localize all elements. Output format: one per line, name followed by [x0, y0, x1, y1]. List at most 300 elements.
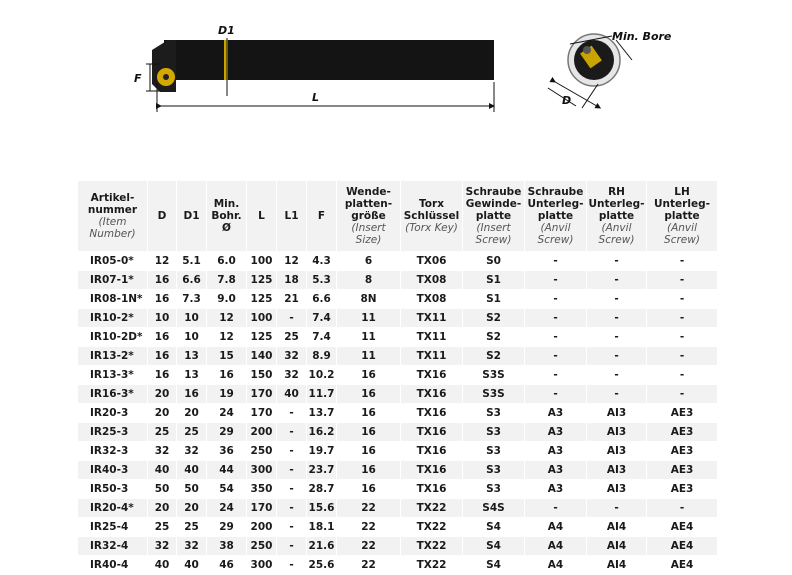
- item-number-cell: IR20-3: [78, 404, 148, 423]
- table-cell: 16: [337, 423, 401, 442]
- table-cell: AI3: [587, 480, 647, 499]
- table-cell: 32: [148, 442, 177, 461]
- item-number-cell: IR05-0*: [78, 252, 148, 271]
- column-header-translation: (Item: [98, 216, 127, 228]
- item-number-cell: IR50-3: [78, 480, 148, 499]
- table-cell: TX16: [401, 461, 463, 480]
- table-cell: 250: [247, 442, 277, 461]
- table-cell: 25: [177, 518, 207, 537]
- item-number-cell: IR16-3*: [78, 385, 148, 404]
- column-header-text: Unterleg-: [654, 198, 710, 210]
- table-cell: AE3: [647, 480, 718, 499]
- table-cell: TX22: [401, 518, 463, 537]
- table-cell: -: [525, 252, 587, 271]
- table-cell: -: [587, 290, 647, 309]
- table-cell: 12: [207, 328, 247, 347]
- table-cell: 50: [148, 480, 177, 499]
- table-cell: TX22: [401, 499, 463, 518]
- table-cell: 44: [207, 461, 247, 480]
- column-header-translation: (Insert: [351, 222, 386, 234]
- table-cell: 22: [337, 518, 401, 537]
- label-min-bore: Min. Bore: [612, 30, 672, 43]
- table-body: [78, 252, 718, 575]
- table-cell: AE3: [647, 442, 718, 461]
- table-cell: 24: [207, 404, 247, 423]
- table-row: [78, 404, 718, 423]
- table-cell: 46: [207, 556, 247, 575]
- table-cell: S4: [463, 518, 525, 537]
- column-header: [401, 181, 463, 252]
- table-cell: AE3: [647, 461, 718, 480]
- table-cell: 16: [148, 290, 177, 309]
- table-row: [78, 499, 718, 518]
- item-number-cell: IR32-3: [78, 442, 148, 461]
- column-header-text: Unterleg-: [588, 198, 645, 210]
- column-header-text: D1: [183, 210, 200, 222]
- table-cell: S4: [463, 537, 525, 556]
- table-cell: TX22: [401, 556, 463, 575]
- column-header-text: Unterleg-: [527, 198, 584, 210]
- table-cell: 6.6: [177, 271, 207, 290]
- table-cell: -: [587, 366, 647, 385]
- column-header-text: platte: [664, 210, 700, 222]
- table-cell: -: [647, 309, 718, 328]
- table-cell: -: [647, 252, 718, 271]
- table-cell: 8: [337, 271, 401, 290]
- table-cell: A4: [525, 556, 587, 575]
- column-header: [647, 181, 718, 252]
- table-cell: 7.3: [177, 290, 207, 309]
- spec-table: [77, 180, 718, 575]
- table-cell: S1: [463, 290, 525, 309]
- column-header-text: Schraube: [465, 186, 522, 198]
- table-cell: 250: [247, 537, 277, 556]
- table-cell: S2: [463, 328, 525, 347]
- table-cell: 16: [337, 366, 401, 385]
- table-cell: AI3: [587, 461, 647, 480]
- table-cell: 350: [247, 480, 277, 499]
- table-cell: -: [525, 366, 587, 385]
- column-header-translation: (Anvil: [540, 222, 571, 234]
- column-header-text: Ø: [222, 222, 231, 234]
- table-cell: -: [277, 461, 307, 480]
- table-row: [78, 442, 718, 461]
- table-cell: 7.4: [307, 328, 337, 347]
- column-header-text: platte: [598, 210, 635, 222]
- table-cell: 16: [148, 271, 177, 290]
- table-cell: 16: [337, 480, 401, 499]
- table-cell: 32: [177, 442, 207, 461]
- column-header-translation: Screw): [664, 234, 700, 246]
- table-cell: 170: [247, 499, 277, 518]
- table-cell: TX06: [401, 252, 463, 271]
- item-number-cell: IR25-3: [78, 423, 148, 442]
- table-cell: AE4: [647, 518, 718, 537]
- table-cell: 22: [337, 556, 401, 575]
- table-cell: 5.1: [177, 252, 207, 271]
- label-d1: D1: [218, 24, 235, 37]
- table-cell: AI3: [587, 423, 647, 442]
- table-cell: 4.3: [307, 252, 337, 271]
- table-cell: S4: [463, 556, 525, 575]
- table-cell: 8.9: [307, 347, 337, 366]
- table-cell: 21.6: [307, 537, 337, 556]
- table-cell: 54: [207, 480, 247, 499]
- table-cell: 20: [177, 499, 207, 518]
- column-header-text: platten-: [344, 198, 393, 210]
- item-number-cell: IR20-4*: [78, 499, 148, 518]
- table-cell: -: [587, 347, 647, 366]
- table-cell: 32: [177, 537, 207, 556]
- table-cell: 15: [207, 347, 247, 366]
- column-header: [587, 181, 647, 252]
- table-cell: 19: [207, 385, 247, 404]
- column-header-text: D: [157, 210, 167, 222]
- label-f: F: [134, 72, 142, 85]
- table-cell: -: [587, 309, 647, 328]
- table-cell: 300: [247, 461, 277, 480]
- table-cell: 19.7: [307, 442, 337, 461]
- item-number-cell: IR10-2D*: [78, 328, 148, 347]
- table-cell: 16: [337, 404, 401, 423]
- table-row: [78, 480, 718, 499]
- table-cell: S3S: [463, 366, 525, 385]
- column-header-text: Schlüssel: [403, 210, 460, 222]
- table-cell: -: [587, 328, 647, 347]
- table-cell: -: [525, 347, 587, 366]
- table-cell: A4: [525, 537, 587, 556]
- column-header: [307, 181, 337, 252]
- table-cell: 25: [177, 423, 207, 442]
- item-number-cell: IR07-1*: [78, 271, 148, 290]
- table-row: [78, 271, 718, 290]
- table-cell: 140: [247, 347, 277, 366]
- table-cell: TX22: [401, 537, 463, 556]
- column-header-translation: Screw): [475, 234, 512, 246]
- table-cell: -: [647, 366, 718, 385]
- table-cell: 15.6: [307, 499, 337, 518]
- column-header-translation: (Torx Key): [405, 222, 458, 234]
- table-cell: 40: [177, 556, 207, 575]
- table-cell: 6.0: [207, 252, 247, 271]
- table-cell: 13.7: [307, 404, 337, 423]
- table-cell: 9.0: [207, 290, 247, 309]
- table-cell: 12: [277, 252, 307, 271]
- table-cell: 18.1: [307, 518, 337, 537]
- table-cell: -: [277, 518, 307, 537]
- column-header-text: L1: [284, 210, 299, 222]
- table-cell: 8N: [337, 290, 401, 309]
- table-cell: AE4: [647, 556, 718, 575]
- table-cell: 29: [207, 518, 247, 537]
- table-cell: A3: [525, 404, 587, 423]
- table-cell: 22: [337, 499, 401, 518]
- table-cell: AE3: [647, 423, 718, 442]
- column-header: [207, 181, 247, 252]
- column-header-text: nummer: [87, 204, 138, 216]
- table-cell: 20: [177, 404, 207, 423]
- label-d: D: [562, 94, 572, 107]
- item-number-cell: IR10-2*: [78, 309, 148, 328]
- column-header-text: Gewinde-: [465, 198, 522, 210]
- table-cell: 11.7: [307, 385, 337, 404]
- table-cell: S4S: [463, 499, 525, 518]
- table-cell: 23.7: [307, 461, 337, 480]
- table-cell: 125: [247, 271, 277, 290]
- column-header: [78, 181, 148, 252]
- table-cell: 5.3: [307, 271, 337, 290]
- column-header: [148, 181, 177, 252]
- table-cell: -: [525, 309, 587, 328]
- table-cell: 7.4: [307, 309, 337, 328]
- table-cell: S0: [463, 252, 525, 271]
- table-cell: 25: [277, 328, 307, 347]
- table-cell: 100: [247, 252, 277, 271]
- table-cell: 22: [337, 537, 401, 556]
- table-cell: 11: [337, 347, 401, 366]
- table-cell: 11: [337, 328, 401, 347]
- table-cell: TX16: [401, 442, 463, 461]
- column-header: [525, 181, 587, 252]
- column-header-text: Artikel-: [90, 192, 135, 204]
- table-row: [78, 328, 718, 347]
- column-header-text: RH: [608, 186, 625, 198]
- table-cell: 40: [148, 461, 177, 480]
- table-cell: 36: [207, 442, 247, 461]
- table-cell: 20: [148, 499, 177, 518]
- column-header-translation: Number): [89, 228, 136, 240]
- table-cell: TX16: [401, 480, 463, 499]
- table-cell: 40: [148, 556, 177, 575]
- table-cell: 24: [207, 499, 247, 518]
- item-number-cell: IR32-4: [78, 537, 148, 556]
- table-cell: 150: [247, 366, 277, 385]
- table-cell: 25: [148, 423, 177, 442]
- item-number-cell: IR13-3*: [78, 366, 148, 385]
- table-row: [78, 556, 718, 575]
- table-cell: -: [647, 385, 718, 404]
- table-cell: A4: [525, 518, 587, 537]
- column-header-translation: Screw): [537, 234, 574, 246]
- table-cell: 170: [247, 404, 277, 423]
- table-cell: -: [587, 252, 647, 271]
- table-cell: -: [587, 499, 647, 518]
- table-row: [78, 366, 718, 385]
- table-cell: 100: [247, 309, 277, 328]
- table-cell: -: [525, 499, 587, 518]
- table-cell: -: [647, 271, 718, 290]
- column-header: [177, 181, 207, 252]
- table-cell: AI3: [587, 404, 647, 423]
- table-cell: TX16: [401, 404, 463, 423]
- table-cell: 16.2: [307, 423, 337, 442]
- table-cell: 32: [277, 366, 307, 385]
- table-cell: 16: [337, 442, 401, 461]
- table-cell: 300: [247, 556, 277, 575]
- table-cell: 16: [148, 366, 177, 385]
- table-cell: S3: [463, 461, 525, 480]
- table-cell: 38: [207, 537, 247, 556]
- table-cell: 10: [177, 309, 207, 328]
- item-number-cell: IR40-4: [78, 556, 148, 575]
- table-cell: S1: [463, 271, 525, 290]
- column-header: [277, 181, 307, 252]
- table-cell: 16: [148, 347, 177, 366]
- column-header-text: platte: [537, 210, 574, 222]
- table-cell: -: [525, 290, 587, 309]
- boring-bar: [152, 40, 494, 92]
- table-cell: 18: [277, 271, 307, 290]
- column-header-text: platte: [475, 210, 512, 222]
- table-cell: 32: [277, 347, 307, 366]
- column-header-translation: (Anvil: [667, 222, 697, 234]
- table-cell: S2: [463, 309, 525, 328]
- column-header-text: Min.: [213, 198, 240, 210]
- table-row: [78, 461, 718, 480]
- table-row: [78, 252, 718, 271]
- table-cell: S3: [463, 423, 525, 442]
- table-cell: S3S: [463, 385, 525, 404]
- table-cell: -: [277, 480, 307, 499]
- table-cell: 50: [177, 480, 207, 499]
- table-cell: A3: [525, 461, 587, 480]
- table-cell: 125: [247, 290, 277, 309]
- table-cell: 16: [207, 366, 247, 385]
- table-cell: TX16: [401, 423, 463, 442]
- item-number-cell: IR13-2*: [78, 347, 148, 366]
- table-cell: -: [525, 328, 587, 347]
- table-cell: AE3: [647, 404, 718, 423]
- item-number-cell: IR08-1N*: [78, 290, 148, 309]
- table-cell: TX08: [401, 290, 463, 309]
- table-cell: -: [525, 385, 587, 404]
- table-cell: 16: [337, 461, 401, 480]
- table-cell: 20: [148, 404, 177, 423]
- table-cell: -: [277, 499, 307, 518]
- table-cell: 125: [247, 328, 277, 347]
- table-cell: 12: [207, 309, 247, 328]
- column-header: [337, 181, 401, 252]
- table-cell: 10.2: [307, 366, 337, 385]
- table-cell: -: [277, 537, 307, 556]
- table-row: [78, 290, 718, 309]
- column-header-translation: Size): [355, 234, 382, 246]
- table-cell: 29: [207, 423, 247, 442]
- column-header-text: Torx: [419, 198, 444, 210]
- table-cell: AI4: [587, 518, 647, 537]
- table-cell: 200: [247, 518, 277, 537]
- table-cell: -: [277, 309, 307, 328]
- column-header-text: Wende-: [346, 186, 391, 198]
- table-cell: A3: [525, 442, 587, 461]
- table-cell: S3: [463, 480, 525, 499]
- table-cell: -: [277, 556, 307, 575]
- table-cell: 40: [177, 461, 207, 480]
- table-cell: 11: [337, 309, 401, 328]
- table-cell: 28.7: [307, 480, 337, 499]
- header-row: [78, 181, 718, 252]
- table-cell: -: [647, 328, 718, 347]
- table-row: [78, 518, 718, 537]
- table-cell: 16: [177, 385, 207, 404]
- table-cell: 32: [148, 537, 177, 556]
- column-header-text: Bohr.: [211, 210, 242, 222]
- column-header-translation: Screw): [598, 234, 635, 246]
- table-cell: 25.6: [307, 556, 337, 575]
- table-cell: 16: [148, 328, 177, 347]
- table-cell: S3: [463, 404, 525, 423]
- spec-table-wrapper: [77, 180, 717, 575]
- end-view: [548, 34, 632, 108]
- table-cell: TX16: [401, 366, 463, 385]
- column-header-translation: (Insert: [476, 222, 511, 234]
- table-cell: TX08: [401, 271, 463, 290]
- table-cell: -: [277, 404, 307, 423]
- table-cell: -: [647, 347, 718, 366]
- table-cell: AI4: [587, 556, 647, 575]
- table-row: [78, 423, 718, 442]
- column-header: [463, 181, 525, 252]
- item-number-cell: IR40-3: [78, 461, 148, 480]
- table-row: [78, 347, 718, 366]
- item-number-cell: IR25-4: [78, 518, 148, 537]
- table-cell: S2: [463, 347, 525, 366]
- table-cell: A3: [525, 480, 587, 499]
- table-cell: -: [277, 442, 307, 461]
- table-row: [78, 309, 718, 328]
- table-cell: 7.8: [207, 271, 247, 290]
- table-cell: -: [277, 423, 307, 442]
- column-header-text: L: [258, 210, 265, 222]
- table-cell: 25: [148, 518, 177, 537]
- table-cell: -: [587, 271, 647, 290]
- table-cell: AI4: [587, 537, 647, 556]
- table-row: [78, 537, 718, 556]
- table-cell: TX11: [401, 328, 463, 347]
- table-cell: -: [525, 271, 587, 290]
- column-header-text: größe: [351, 210, 386, 222]
- table-cell: 13: [177, 347, 207, 366]
- tool-diagram: [0, 0, 792, 180]
- column-header-translation: (Anvil: [601, 222, 632, 234]
- table-cell: -: [587, 385, 647, 404]
- table-cell: TX16: [401, 385, 463, 404]
- table-cell: 40: [277, 385, 307, 404]
- table-cell: 6.6: [307, 290, 337, 309]
- column-header-text: F: [317, 210, 326, 222]
- table-cell: 6: [337, 252, 401, 271]
- column-header-text: LH: [674, 186, 690, 198]
- table-cell: 10: [148, 309, 177, 328]
- table-cell: 170: [247, 385, 277, 404]
- table-cell: 20: [148, 385, 177, 404]
- table-cell: 10: [177, 328, 207, 347]
- table-cell: 13: [177, 366, 207, 385]
- table-cell: TX11: [401, 347, 463, 366]
- table-cell: 16: [337, 385, 401, 404]
- label-l: L: [312, 91, 320, 104]
- table-cell: 200: [247, 423, 277, 442]
- table-row: [78, 385, 718, 404]
- table-cell: AE4: [647, 537, 718, 556]
- table-cell: S3: [463, 442, 525, 461]
- column-header-text: Schraube: [527, 186, 584, 198]
- table-cell: A3: [525, 423, 587, 442]
- table-cell: TX11: [401, 309, 463, 328]
- table-cell: 21: [277, 290, 307, 309]
- table-cell: -: [647, 499, 718, 518]
- column-header: [247, 181, 277, 252]
